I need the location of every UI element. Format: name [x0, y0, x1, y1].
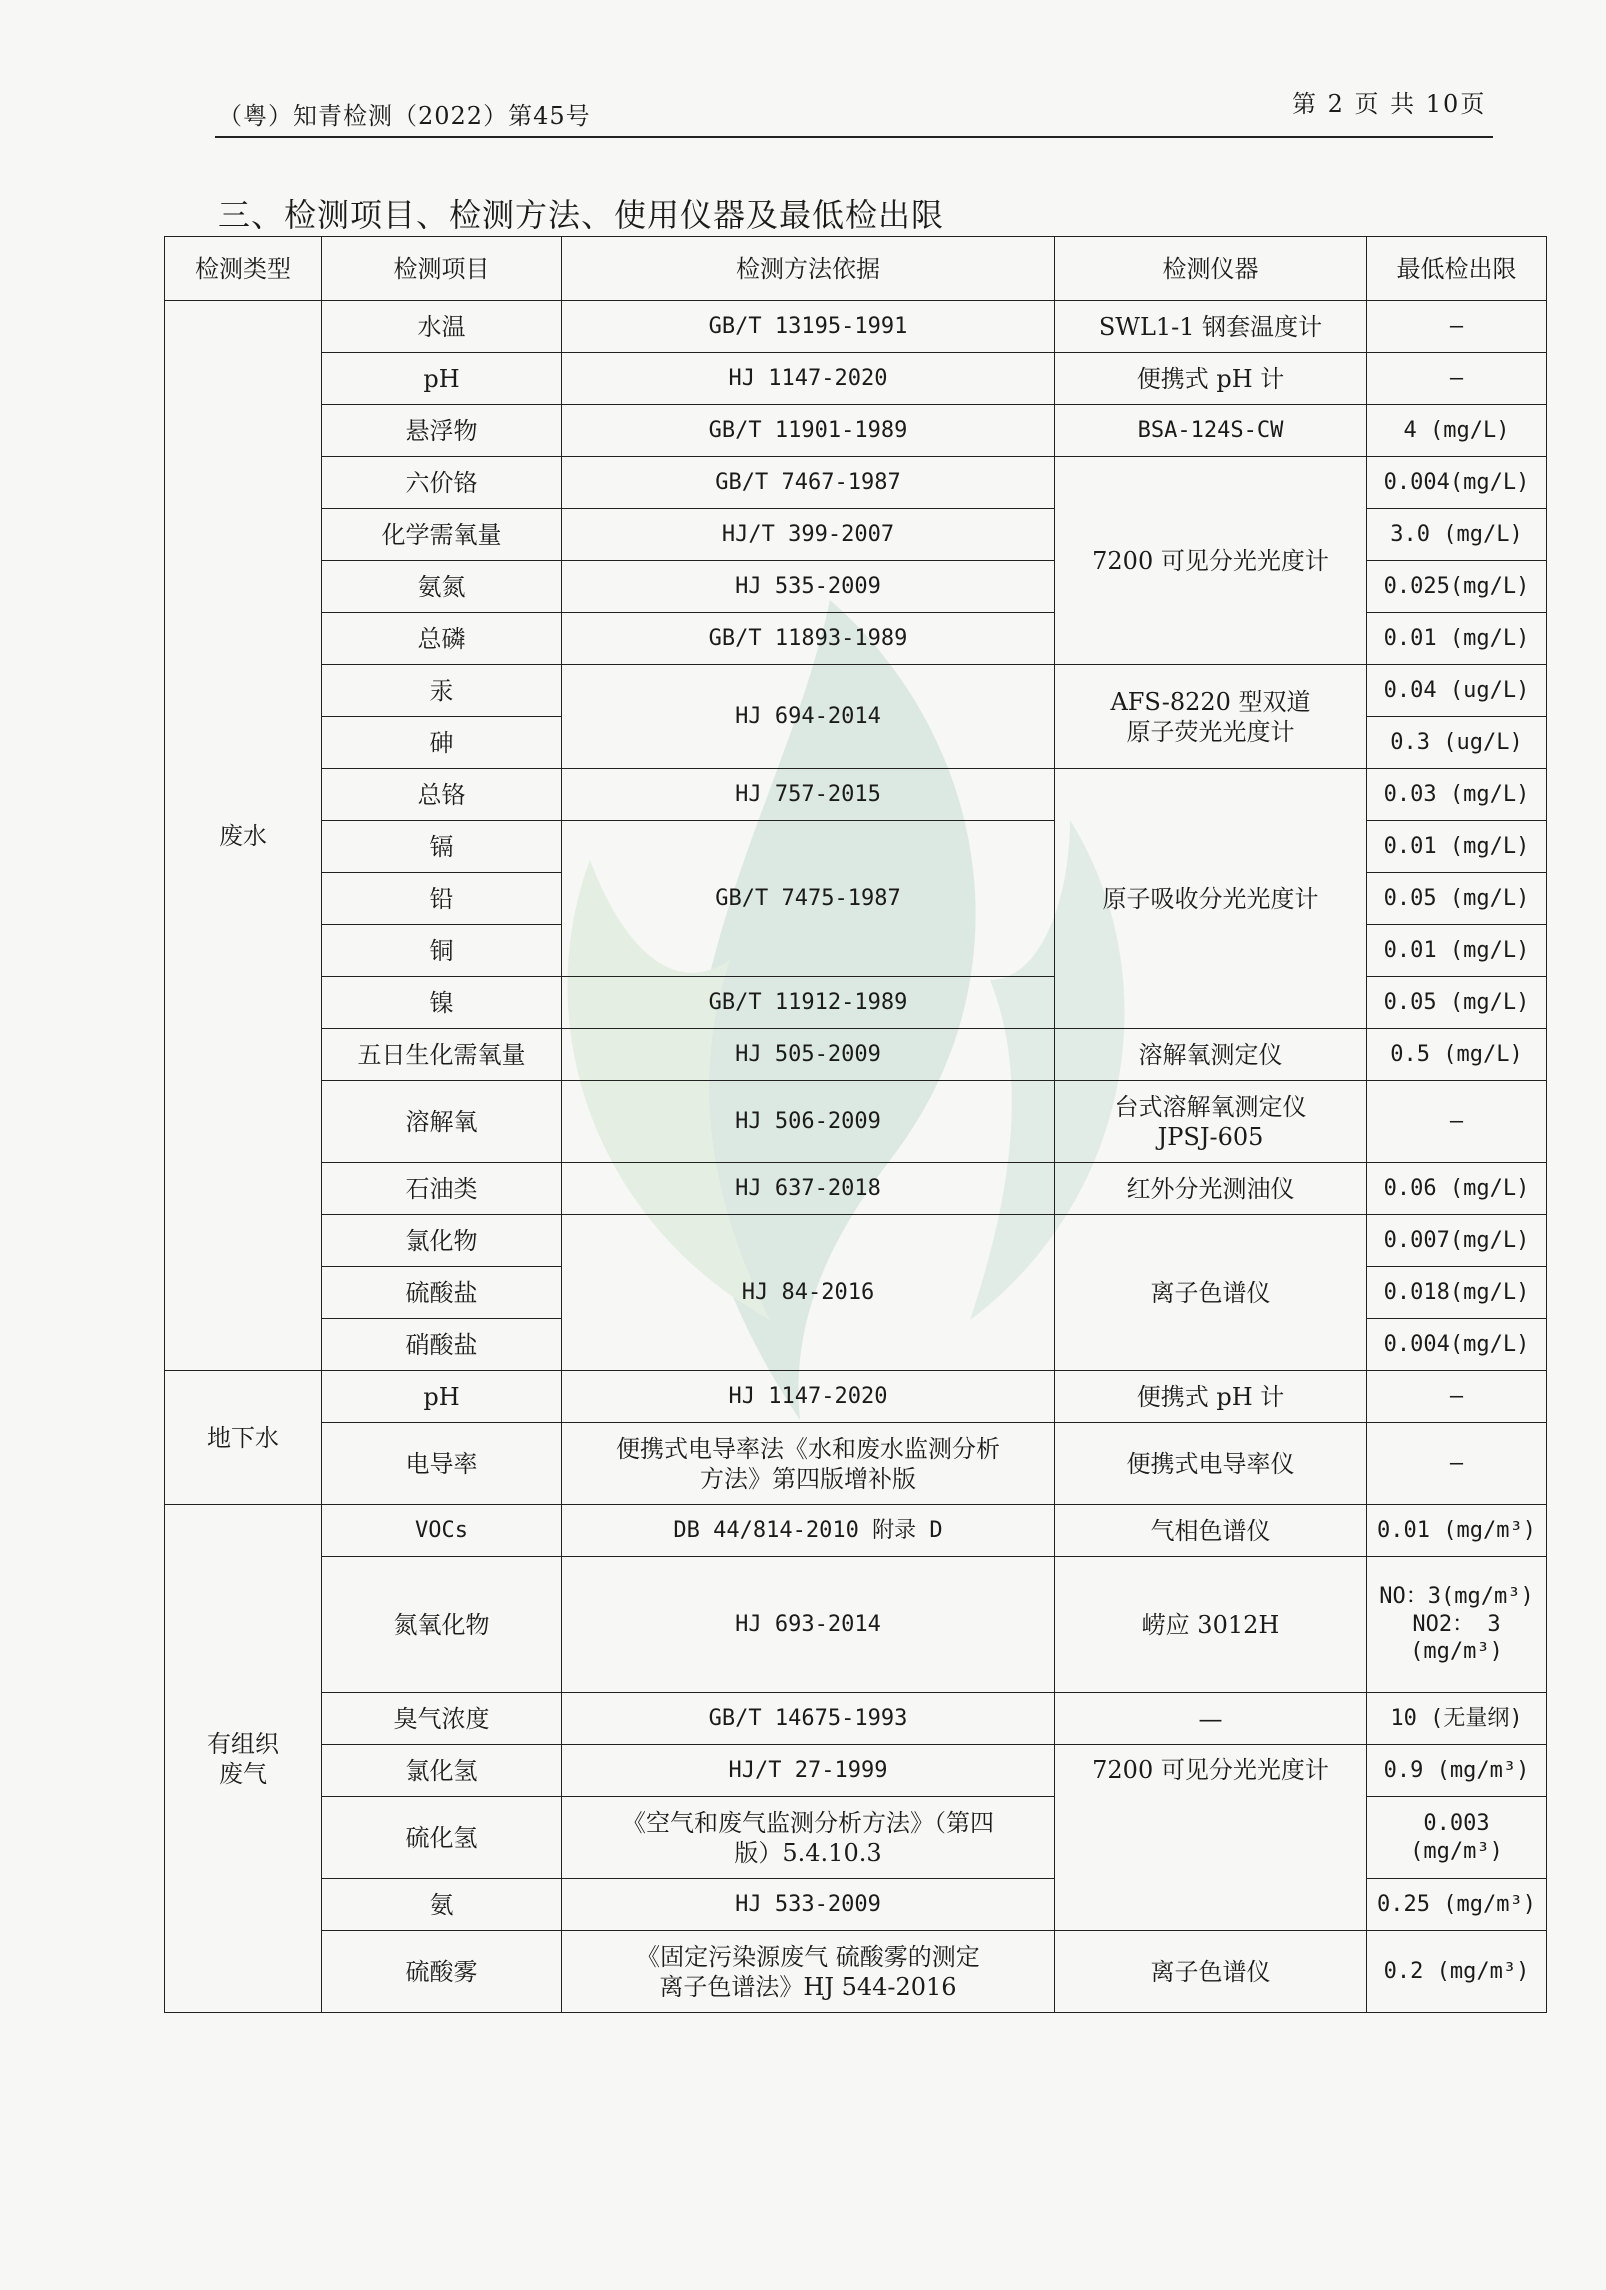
table-row — [165, 1693, 1547, 1745]
method-cell: HJ 84-2016 — [562, 1215, 1055, 1371]
doc-number: （粤）知青检测（2022）第45号 — [218, 102, 591, 130]
limit-cell: 0.003 (mg/m³) — [1367, 1797, 1547, 1879]
item-cell: 硫酸盐 — [322, 1267, 562, 1319]
group-wastewater: 废水 — [165, 301, 322, 1371]
limit-cell: 0.01 (mg/L) — [1367, 821, 1547, 873]
header-cell: 检测项目 — [322, 237, 562, 301]
table-row — [165, 1931, 1547, 2013]
limit-cell: — — [1367, 301, 1547, 353]
instrument-cell: 原子吸收分光光度计 — [1055, 769, 1367, 1029]
instrument-cell: 台式溶解氧测定仪 JPSJ-605 — [1055, 1081, 1367, 1163]
limit-cell: 0.007(mg/L) — [1367, 1215, 1547, 1267]
item-cell: 六价铬 — [322, 457, 562, 509]
limit-cell: 0.004(mg/L) — [1367, 457, 1547, 509]
limit-cell: 10 (无量纲) — [1367, 1693, 1547, 1745]
item-cell: VOCs — [322, 1505, 562, 1557]
header-rule — [215, 136, 1493, 138]
limit-cell: 0.3 (ug/L) — [1367, 717, 1547, 769]
table-row — [165, 405, 1547, 457]
item-cell: 总磷 — [322, 613, 562, 665]
instrument-cell: — — [1055, 1693, 1367, 1745]
item-cell: 镉 — [322, 821, 562, 873]
instrument-cell: 离子色谱仪 — [1055, 1931, 1367, 2013]
limit-cell: 0.9 (mg/m³) — [1367, 1745, 1547, 1797]
method-cell: HJ/T 27-1999 — [562, 1745, 1055, 1797]
table-row — [165, 1505, 1547, 1557]
limit-cell: — — [1367, 1423, 1547, 1505]
limit-cell: 0.04 (ug/L) — [1367, 665, 1547, 717]
section-title: 三、检测项目、检测方法、使用仪器及最低检出限 — [218, 196, 945, 234]
limit-cell: 0.5 (mg/L) — [1367, 1029, 1547, 1081]
item-cell: 五日生化需氧量 — [322, 1029, 562, 1081]
item-cell: 氮氧化物 — [322, 1557, 562, 1693]
group-groundwater: 地下水 — [165, 1371, 322, 1505]
instrument-cell: 离子色谱仪 — [1055, 1215, 1367, 1371]
method-cell: HJ 637-2018 — [562, 1163, 1055, 1215]
method-cell: GB/T 14675-1993 — [562, 1693, 1055, 1745]
item-cell: 总铬 — [322, 769, 562, 821]
header-cell: 检测方法依据 — [562, 237, 1055, 301]
limit-cell: — — [1367, 1371, 1547, 1423]
table-row — [165, 1745, 1547, 1797]
instrument-cell: SWL1-1 钢套温度计 — [1055, 301, 1367, 353]
item-cell: 水温 — [322, 301, 562, 353]
limit-cell: 4 (mg/L) — [1367, 405, 1547, 457]
header-cell: 最低检出限 — [1367, 237, 1547, 301]
table-row — [165, 1215, 1547, 1267]
item-cell: 硫化氢 — [322, 1797, 562, 1879]
method-cell: HJ 694-2014 — [562, 665, 1055, 769]
table-row — [165, 1081, 1547, 1163]
item-cell: 砷 — [322, 717, 562, 769]
method-cell: HJ 1147-2020 — [562, 353, 1055, 405]
method-cell: HJ 1147-2020 — [562, 1371, 1055, 1423]
page-info: 第 2 页 共 10页 — [1292, 90, 1487, 118]
limit-cell: 0.06 (mg/L) — [1367, 1163, 1547, 1215]
method-cell: 《固定污染源废气 硫酸雾的测定 离子色谱法》HJ 544-2016 — [562, 1931, 1055, 2013]
item-cell: 溶解氧 — [322, 1081, 562, 1163]
method-cell: GB/T 11893-1989 — [562, 613, 1055, 665]
limit-cell: 0.03 (mg/L) — [1367, 769, 1547, 821]
item-cell: pH — [322, 1371, 562, 1423]
method-cell: HJ 506-2009 — [562, 1081, 1055, 1163]
limit-cell: 0.05 (mg/L) — [1367, 977, 1547, 1029]
table-row — [165, 665, 1547, 717]
table-row — [165, 769, 1547, 821]
method-cell: GB/T 11901-1989 — [562, 405, 1055, 457]
item-cell: 化学需氧量 — [322, 509, 562, 561]
item-cell: 镍 — [322, 977, 562, 1029]
limit-cell: 0.01 (mg/m³) — [1367, 1505, 1547, 1557]
instrument-cell: 红外分光测油仪 — [1055, 1163, 1367, 1215]
header-cell: 检测仪器 — [1055, 237, 1367, 301]
item-cell: 铅 — [322, 873, 562, 925]
limit-cell: NO：3(mg/m³) NO2： 3 (mg/m³) — [1367, 1557, 1547, 1693]
method-cell: HJ 533-2009 — [562, 1879, 1055, 1931]
instrument-cell: 便携式 pH 计 — [1055, 353, 1367, 405]
item-cell: 氯化氢 — [322, 1745, 562, 1797]
table-header-row — [165, 237, 1547, 301]
instrument-cell: 便携式 pH 计 — [1055, 1371, 1367, 1423]
instrument-cell: 7200 可见分光光度计 — [1055, 1745, 1367, 1931]
limit-cell: 0.05 (mg/L) — [1367, 873, 1547, 925]
item-cell: 臭气浓度 — [322, 1693, 562, 1745]
instrument-cell: 崂应 3012H — [1055, 1557, 1367, 1693]
limit-cell: 3.0 (mg/L) — [1367, 509, 1547, 561]
table-row — [165, 1557, 1547, 1693]
limit-cell: 0.025(mg/L) — [1367, 561, 1547, 613]
method-cell: GB/T 11912-1989 — [562, 977, 1055, 1029]
limit-cell: 0.018(mg/L) — [1367, 1267, 1547, 1319]
item-cell: 悬浮物 — [322, 405, 562, 457]
method-cell: 便携式电导率法《水和废水监测分析 方法》第四版增补版 — [562, 1423, 1055, 1505]
item-cell: 汞 — [322, 665, 562, 717]
method-cell: HJ 757-2015 — [562, 769, 1055, 821]
instrument-cell: AFS-8220 型双道 原子荧光光度计 — [1055, 665, 1367, 769]
limit-cell: — — [1367, 1081, 1547, 1163]
instrument-cell: BSA-124S-CW — [1055, 405, 1367, 457]
method-cell: HJ 693-2014 — [562, 1557, 1055, 1693]
item-cell: 硝酸盐 — [322, 1319, 562, 1371]
limit-cell: — — [1367, 353, 1547, 405]
limit-cell: 0.01 (mg/L) — [1367, 613, 1547, 665]
header-cell: 检测类型 — [165, 237, 322, 301]
method-cell: HJ 505-2009 — [562, 1029, 1055, 1081]
item-cell: 氯化物 — [322, 1215, 562, 1267]
table-row — [165, 1423, 1547, 1505]
table-row — [165, 457, 1547, 509]
instrument-cell: 7200 可见分光光度计 — [1055, 457, 1367, 665]
limit-cell: 0.01 (mg/L) — [1367, 925, 1547, 977]
table-row — [165, 301, 1547, 353]
method-cell: HJ/T 399-2007 — [562, 509, 1055, 561]
method-cell: GB/T 7467-1987 — [562, 457, 1055, 509]
limit-cell: 0.25 (mg/m³) — [1367, 1879, 1547, 1931]
group-exhaust: 有组织 废气 — [165, 1505, 322, 2013]
detection-table — [164, 236, 1547, 2013]
item-cell: 铜 — [322, 925, 562, 977]
item-cell: pH — [322, 353, 562, 405]
method-cell: HJ 535-2009 — [562, 561, 1055, 613]
instrument-cell: 气相色谱仪 — [1055, 1505, 1367, 1557]
limit-cell: 0.004(mg/L) — [1367, 1319, 1547, 1371]
item-cell: 氨氮 — [322, 561, 562, 613]
table-row — [165, 1029, 1547, 1081]
item-cell: 电导率 — [322, 1423, 562, 1505]
item-cell: 硫酸雾 — [322, 1931, 562, 2013]
table-row — [165, 1163, 1547, 1215]
instrument-cell: 便携式电导率仪 — [1055, 1423, 1367, 1505]
instrument-cell: 溶解氧测定仪 — [1055, 1029, 1367, 1081]
limit-cell: 0.2 (mg/m³) — [1367, 1931, 1547, 2013]
table-row — [165, 353, 1547, 405]
table-row — [165, 1371, 1547, 1423]
item-cell: 石油类 — [322, 1163, 562, 1215]
method-cell: 《空气和废气监测分析方法》（第四 版）5.4.10.3 — [562, 1797, 1055, 1879]
method-cell: DB 44/814-2010 附录 D — [562, 1505, 1055, 1557]
item-cell: 氨 — [322, 1879, 562, 1931]
method-cell: GB/T 7475-1987 — [562, 821, 1055, 977]
method-cell: GB/T 13195-1991 — [562, 301, 1055, 353]
